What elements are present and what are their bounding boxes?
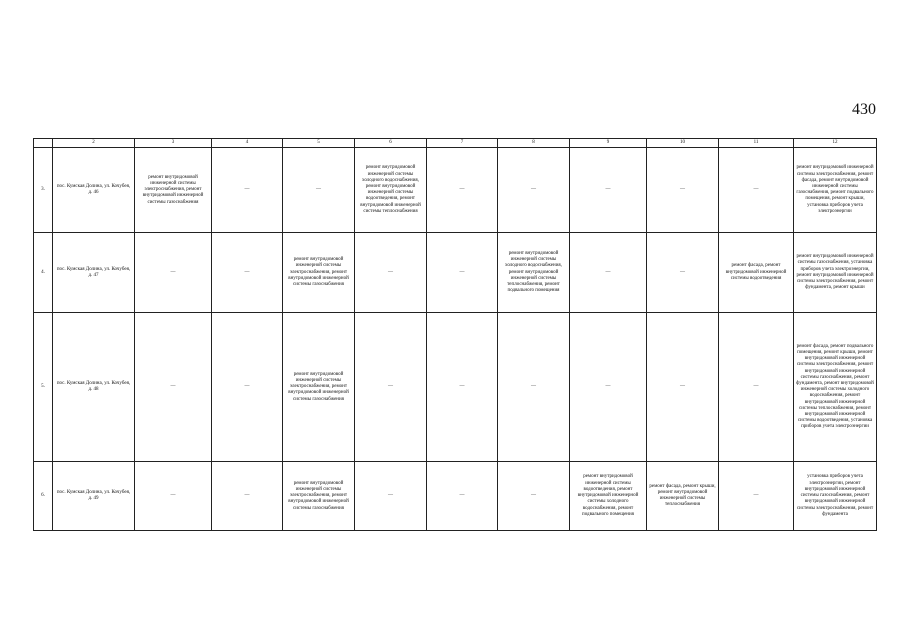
work-cell: установка приборов учета электроэнергии, ремонт внутридомовой инженерной системы газоснабжения, ремонт внутридомовой инженерной системы электроснабжения, ремонт фундамента [794, 462, 877, 531]
col-header: 4 [212, 139, 283, 148]
work-cell: — [135, 233, 212, 313]
work-cell: ремонт фасада, ремонт крыши, ремонт внутридомовой инженерной системы теплоснабжения [647, 462, 719, 531]
col-header [34, 139, 53, 148]
col-header: 8 [498, 139, 570, 148]
work-cell: — [498, 313, 570, 462]
work-cell: — [570, 313, 647, 462]
col-header: 11 [719, 139, 794, 148]
address-cell: пос. Кумская Долина, ул. Кочубея, д. 46 [53, 148, 135, 233]
work-cell: ремонт внутридомовой инженерной системы электроснабжения, ремонт фасада, ремонт внутридомовой инженерной системы газоснабжения, ремонт подвального помещения, ремонт крыши, установка приборов учета электроэнергии [794, 148, 877, 233]
col-header: 2 [53, 139, 135, 148]
work-cell: — [719, 313, 794, 462]
work-cell: — [570, 148, 647, 233]
work-cell: — [427, 313, 498, 462]
work-cell: ремонт внутридомовой инженерной системы газоснабжения, установка приборов учета электроэнергии, ремонт внутридомовой инженерной системы электроснабжения, ремонт фундамента, ремонт крыши [794, 233, 877, 313]
work-cell: — [283, 148, 355, 233]
table-row [34, 148, 877, 233]
work-cell: — [355, 313, 427, 462]
work-cell: — [212, 313, 283, 462]
work-cell: — [647, 148, 719, 233]
work-cell: — [427, 462, 498, 531]
work-cell: — [719, 148, 794, 233]
work-cell: — [647, 233, 719, 313]
col-header: 5 [283, 139, 355, 148]
work-cell: ремонт внутридомовой инженерной системы электроснабжения, ремонт внутридомовой инженерной системы газоснабжения [135, 148, 212, 233]
repair-schedule-table [33, 138, 877, 531]
address-cell: пос. Кумская Долина, ул. Кочубея, д. 47 [53, 233, 135, 313]
col-header: 12 [794, 139, 877, 148]
address-cell: пос. Кумская Долина, ул. Кочубея, д. 48 [53, 313, 135, 462]
col-header: 7 [427, 139, 498, 148]
row-number: 3. [34, 148, 53, 233]
row-number: 4. [34, 233, 53, 313]
work-cell: ремонт внутридомовой инженерной системы холодного водоснабжения, ремонт внутридомовой инженерной системы водоотведения, ремонт внутридомовой инженерной системы теплоснабжения [355, 148, 427, 233]
work-cell: — [719, 462, 794, 531]
work-cell: — [355, 233, 427, 313]
work-cell: — [570, 233, 647, 313]
col-header: 3 [135, 139, 212, 148]
work-cell: — [135, 462, 212, 531]
work-cell: — [212, 148, 283, 233]
address-cell: пос. Кумская Долина, ул. Кочубея, д. 49 [53, 462, 135, 531]
header-row [34, 139, 877, 148]
table-row [34, 462, 877, 531]
work-cell: ремонт фасада, ремонт внутридомовой инженерной системы водоотведения [719, 233, 794, 313]
work-cell: ремонт внутридомовой инженерной системы холодного водоснабжения, ремонт внутридомовой инженерной системы теплоснабжения, ремонт подвального помещения [498, 233, 570, 313]
page-number: 430 [852, 101, 876, 118]
row-number: 5. [34, 313, 53, 462]
work-cell: — [427, 148, 498, 233]
col-header: 6 [355, 139, 427, 148]
work-cell: — [498, 148, 570, 233]
table-row [34, 233, 877, 313]
col-header: 9 [570, 139, 647, 148]
work-cell: ремонт внутридомовой инженерной системы водоотведения, ремонт внутридомовой инженерной системы холодного водоснабжения, ремонт подвального помещения [570, 462, 647, 531]
col-header: 10 [647, 139, 719, 148]
row-number: 6. [34, 462, 53, 531]
work-cell: ремонт внутридомовой инженерной системы электроснабжения, ремонт внутридомовой инженерной системы газоснабжения [283, 313, 355, 462]
work-cell: — [498, 462, 570, 531]
work-cell: — [355, 462, 427, 531]
work-cell: — [212, 233, 283, 313]
work-cell: — [212, 462, 283, 531]
work-cell: ремонт внутридомовой инженерной системы электроснабжения, ремонт внутридомовой инженерной системы газоснабжения [283, 462, 355, 531]
work-cell: ремонт внутридомовой инженерной системы электроснабжения, ремонт внутридомовой инженерной системы газоснабжения [283, 233, 355, 313]
work-cell: ремонт фасада, ремонт подвального помещения, ремонт крыши, ремонт внутридомовой инженерной системы электроснабжения, ремонт внутридомовой инженерной системы газоснабжения, ремонт фундамента, ремонт внутридомовой инженерной системы холодного водоснабжения, ремонт внутридомовой инженерной системы теплоснабжения, ремонт внутридомовой инженерной системы водоотведения, установка приборов учета электроэнергии [794, 313, 877, 462]
table-row [34, 313, 877, 462]
work-cell: — [135, 313, 212, 462]
work-cell: — [427, 233, 498, 313]
work-cell: — [647, 313, 719, 462]
